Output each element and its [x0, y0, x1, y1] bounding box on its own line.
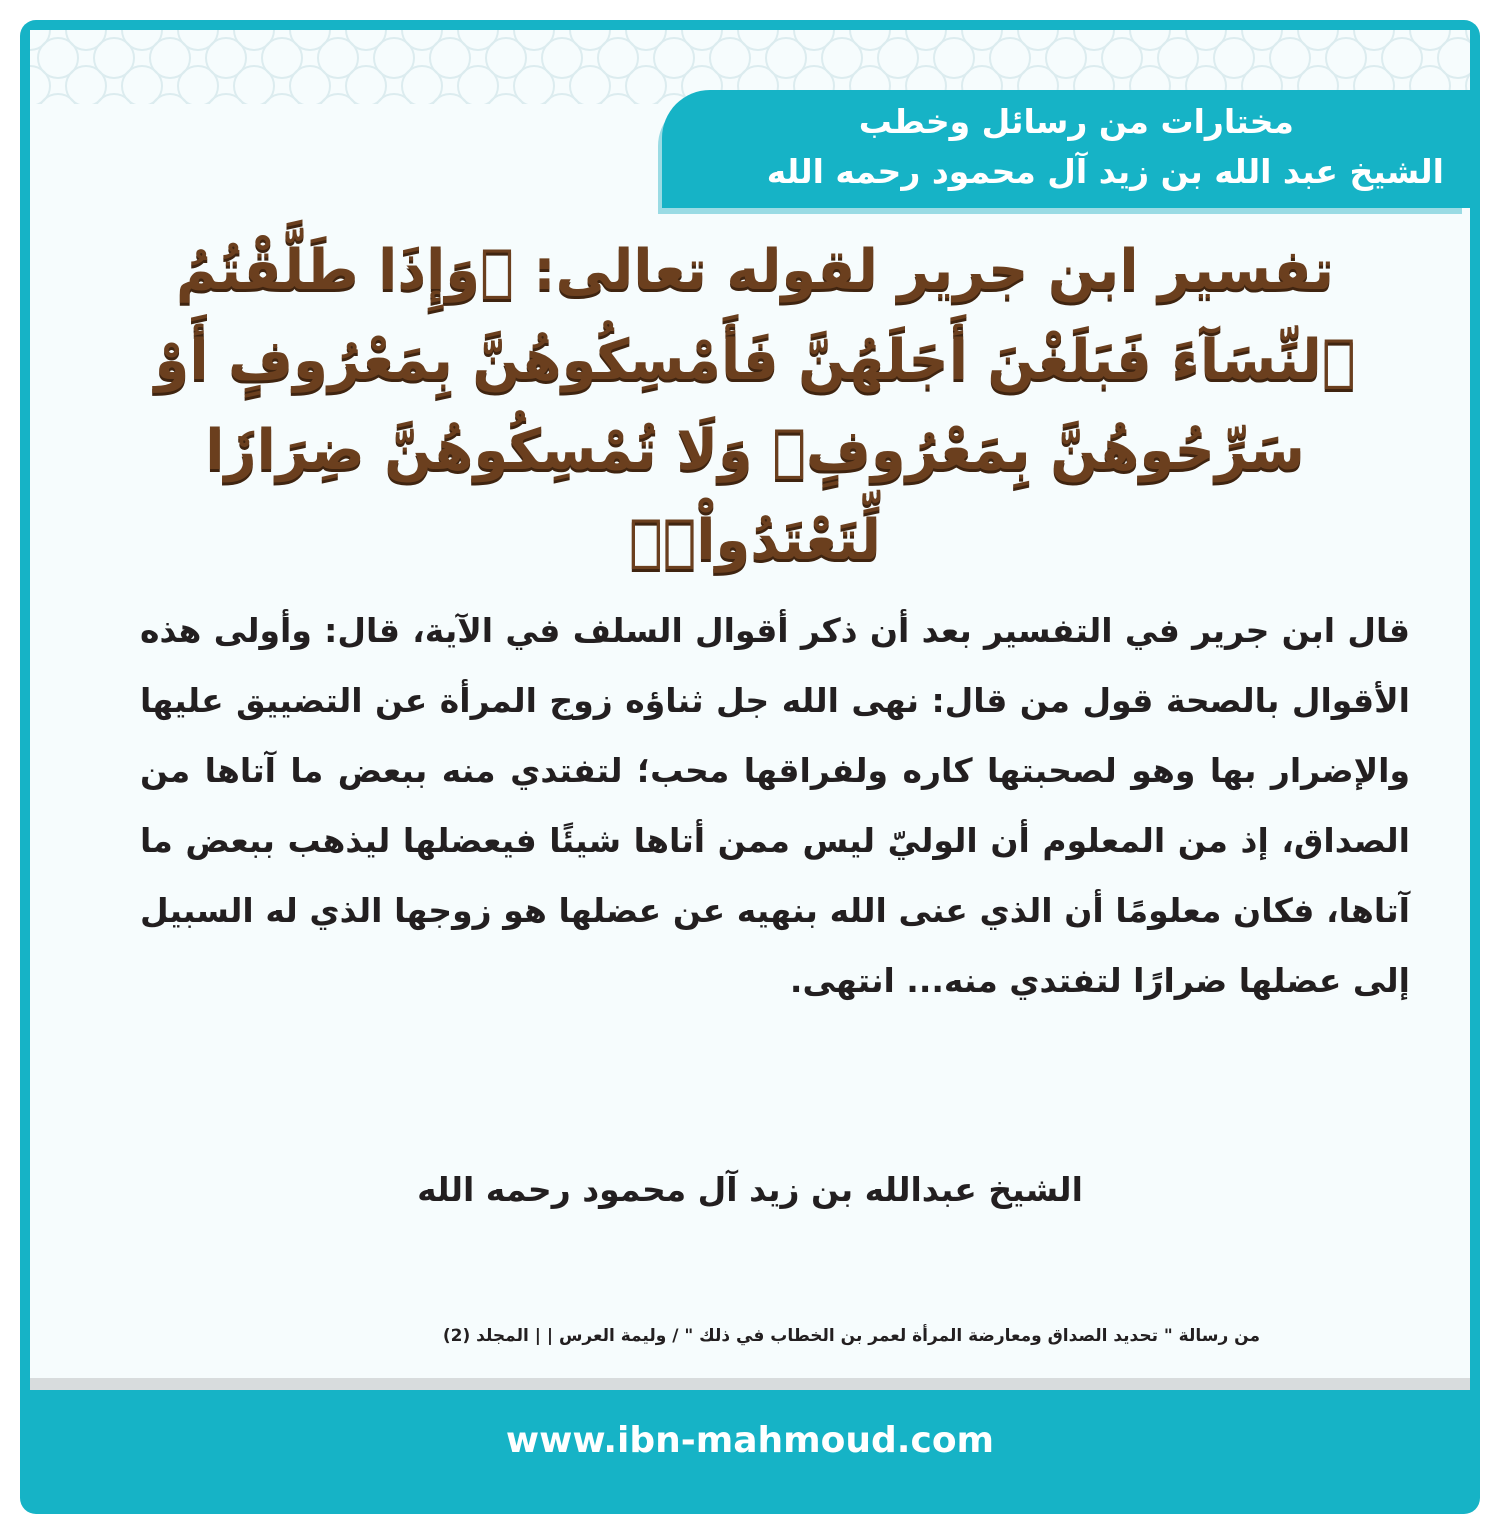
header-banner: [662, 90, 1470, 208]
card-bottom-edge: [30, 1378, 1470, 1390]
header-author: الشيخ عبد الله بن زيد آل محمود رحمه الله: [766, 152, 1444, 191]
body-text: قال ابن جرير في التفسير بعد أن ذكر أقوال السلف في الآية، قال: وأولى هذه الأقوال بالصحة قول من قال: نهى الله جل ثناؤه زوج المرأة عن التضييق عليها والإضرار بها وهو لصحبتها كاره ولفراقها محب؛ لتفتدي منه ببعض ما آتاها من الصداق، إذ من المعلوم أن الوليّ ليس ممن أتاها شيئًا فيعضلها ليذهب ببعض ما آتاها، فكان معلومًا أن الذي عنى الله بنهيه عن عضلها هو زوجها الذي له السبيل إلى عضلها ضرارًا لتفتدي منه... انتهى.: [140, 611, 1410, 1000]
signature: الشيخ عبدالله بن زيد آل محمود رحمه الله: [417, 1170, 1083, 1209]
source-citation: من رسالة " تحديد الصداق ومعارضة المرأة لعمر بن الخطاب في ذلك " / وليمة العرس | | المجلد (2): [442, 1326, 1260, 1346]
content-card: [30, 30, 1470, 1378]
outer-frame: [20, 20, 1480, 1514]
page-title: تفسير ابن جرير لقوله تعالى: ﴿وَإِذَا طَلَّقْتُمُ ٱلنِّسَآءَ فَبَلَغْنَ أَجَلَهُنَّ فَأَمْسِكُوهُنَّ بِمَعْرُوفٍ أَوْ سَرِّحُوهُنَّ بِمَعْرُوفٍۚ وَلَا تُمْسِكُوهُنَّ ضِرَارٗا لِّتَعْتَدُواْۚ﴾: [154, 238, 1356, 573]
website-link[interactable]: www.ibn-mahmoud.com: [505, 1420, 995, 1461]
header-subtitle: مختارات من رسائل وخطب: [858, 102, 1294, 141]
